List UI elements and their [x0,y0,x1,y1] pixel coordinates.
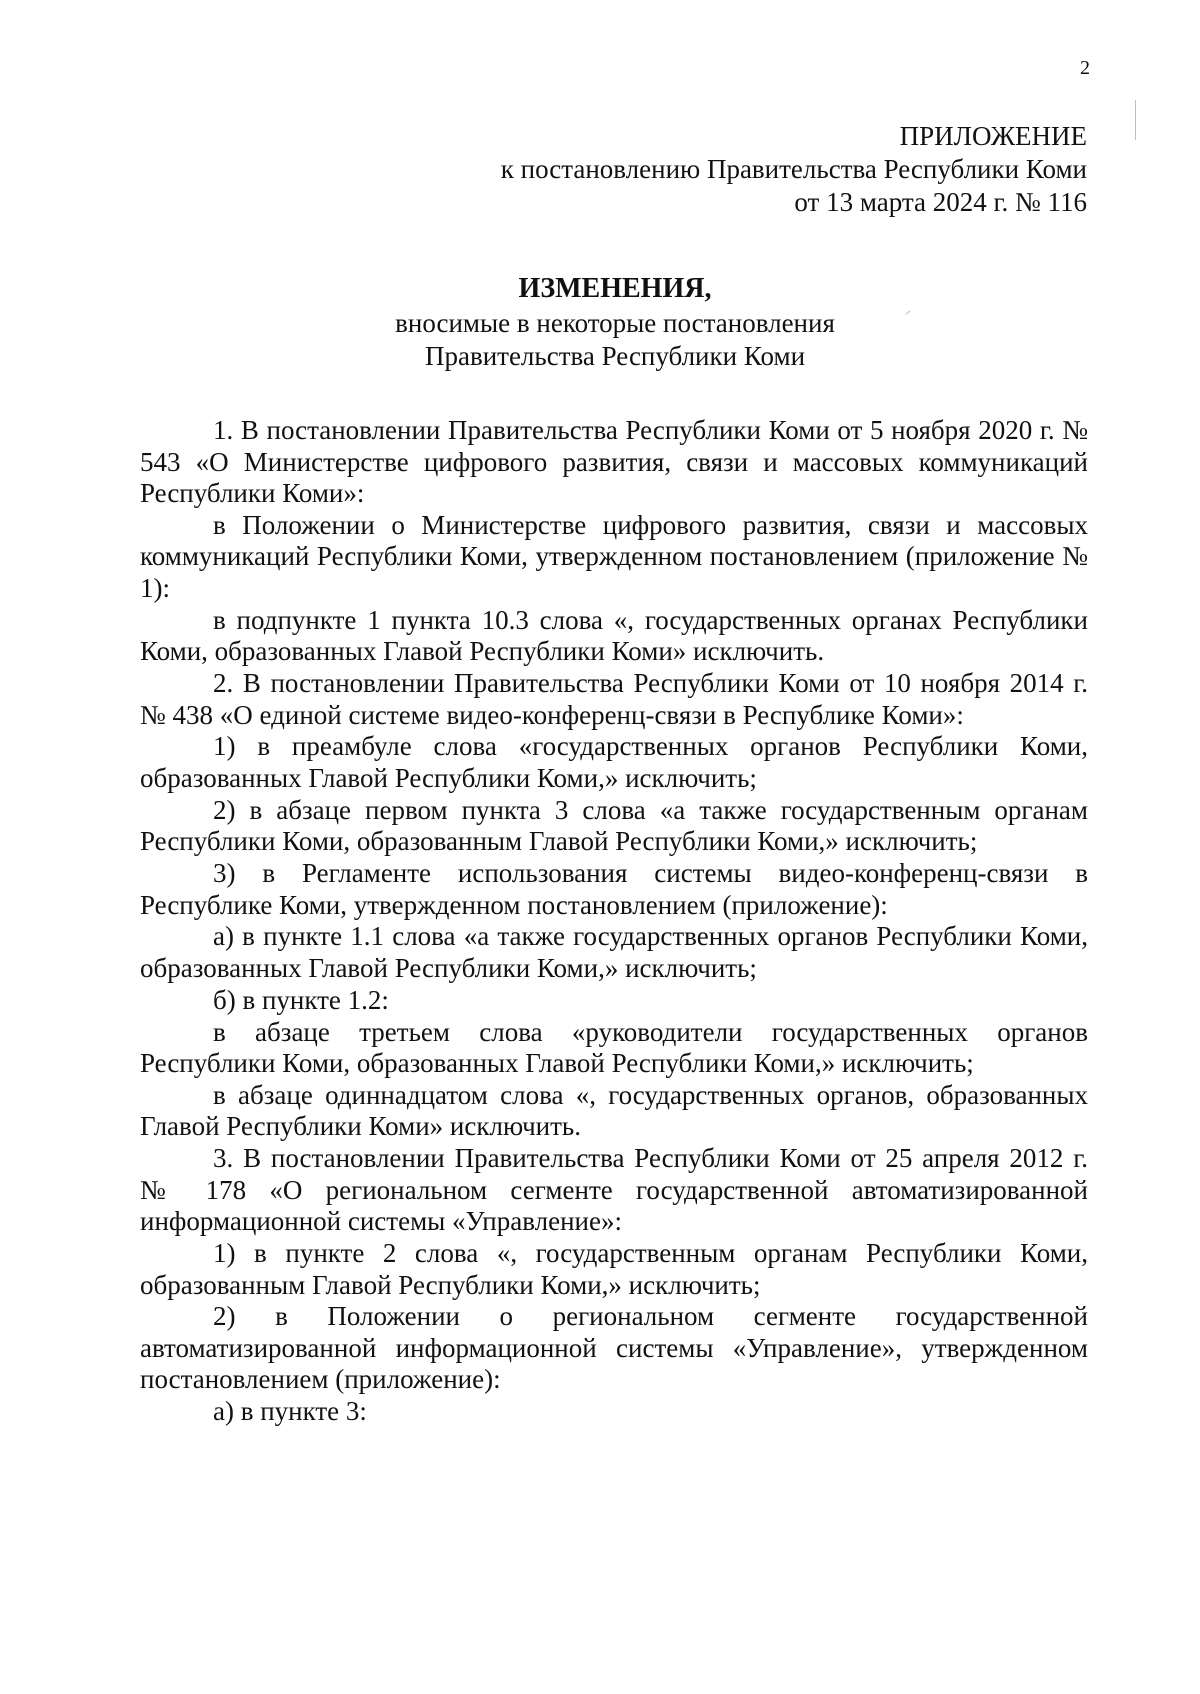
paragraph: 1) в преамбуле слова «государственных органов Республики Коми, образованных Главой Республики Коми,» исключить; [140,731,1088,793]
paragraph: в абзаце одиннадцатом слова «, государственных органов, образованных Главой Республики Коми» исключить. [140,1079,1088,1142]
paragraph: в абзаце третьем слова «руководители государственных органов Республики Коми, образованных Главой Республики Коми,» исключить; [140,1016,1088,1079]
annex-date-number: от 13 марта 2024 г. № 116 [794,187,1087,217]
annex-reference: к постановлению Правительства Республики Коми [500,154,1087,184]
paragraph: 2. В постановлении Правительства Республики Коми от 10 ноября 2014 г. № 438 «О единой системе видео-конференц-связи в Республике Коми»: [140,668,1088,730]
paragraph: 3) в Регламенте использования системы видео-конференц-связи в Республике Коми, утвержденном постановлением (приложение): [140,858,1088,920]
annex-title: ПРИЛОЖЕНИЕ [899,121,1087,151]
paragraph: а) в пункте 1.1 слова «а также государственных органов Республики Коми, образованных Главой Республики Коми,» исключить; [140,921,1088,983]
page-number: 2 [1080,57,1090,79]
document-subtitle-line2: Правительства Республики Коми [424,341,806,371]
paragraph: 2) в абзаце первом пункта 3 слова «а также государственным органам Республики Коми, образованным Главой Республики Коми,» исключить; [140,794,1088,857]
document-subtitle-line1: вносимые в некоторые постановления [395,308,835,338]
document-title-block [140,272,1090,373]
paragraph: а) в пункте 3: [213,1396,367,1427]
paragraph: 3. В постановлении Правительства Республики Коми от 25 апреля 2012 г. № 178 «О региональном сегменте государственной автоматизированной информационной системы «Управление»: [140,1143,1088,1237]
document-body [140,415,1088,1428]
paragraph: в подпункте 1 пункта 10.3 слова «, государственных органах Республики Коми, образованных Главой Республики Коми» исключить. [140,604,1088,667]
paragraph: 1. В постановлении Правительства Республики Коми от 5 ноября 2020 г. № 543 «О Министерстве цифрового развития, связи и массовых коммуникаций Республики Коми»: [140,415,1088,508]
scan-artifact [1135,100,1136,140]
paragraph: б) в пункте 1.2: [213,984,389,1015]
annex-block [501,120,1087,219]
paragraph: в Положении о Министерстве цифрового развития, связи и массовых коммуникаций Республики Коми, утвержденном постановлением (приложение № 1): [140,509,1088,603]
document-heading: ИЗМЕНЕНИЯ, [518,273,712,304]
paragraph: 2) в Положении о региональном сегменте государственной автоматизированной информационной системы «Управление», утвержденном постановлением (приложение): [140,1301,1088,1395]
paragraph: 1) в пункте 2 слова «, государственным органам Республики Коми, образованным Главой Республики Коми,» исключить; [140,1238,1088,1300]
